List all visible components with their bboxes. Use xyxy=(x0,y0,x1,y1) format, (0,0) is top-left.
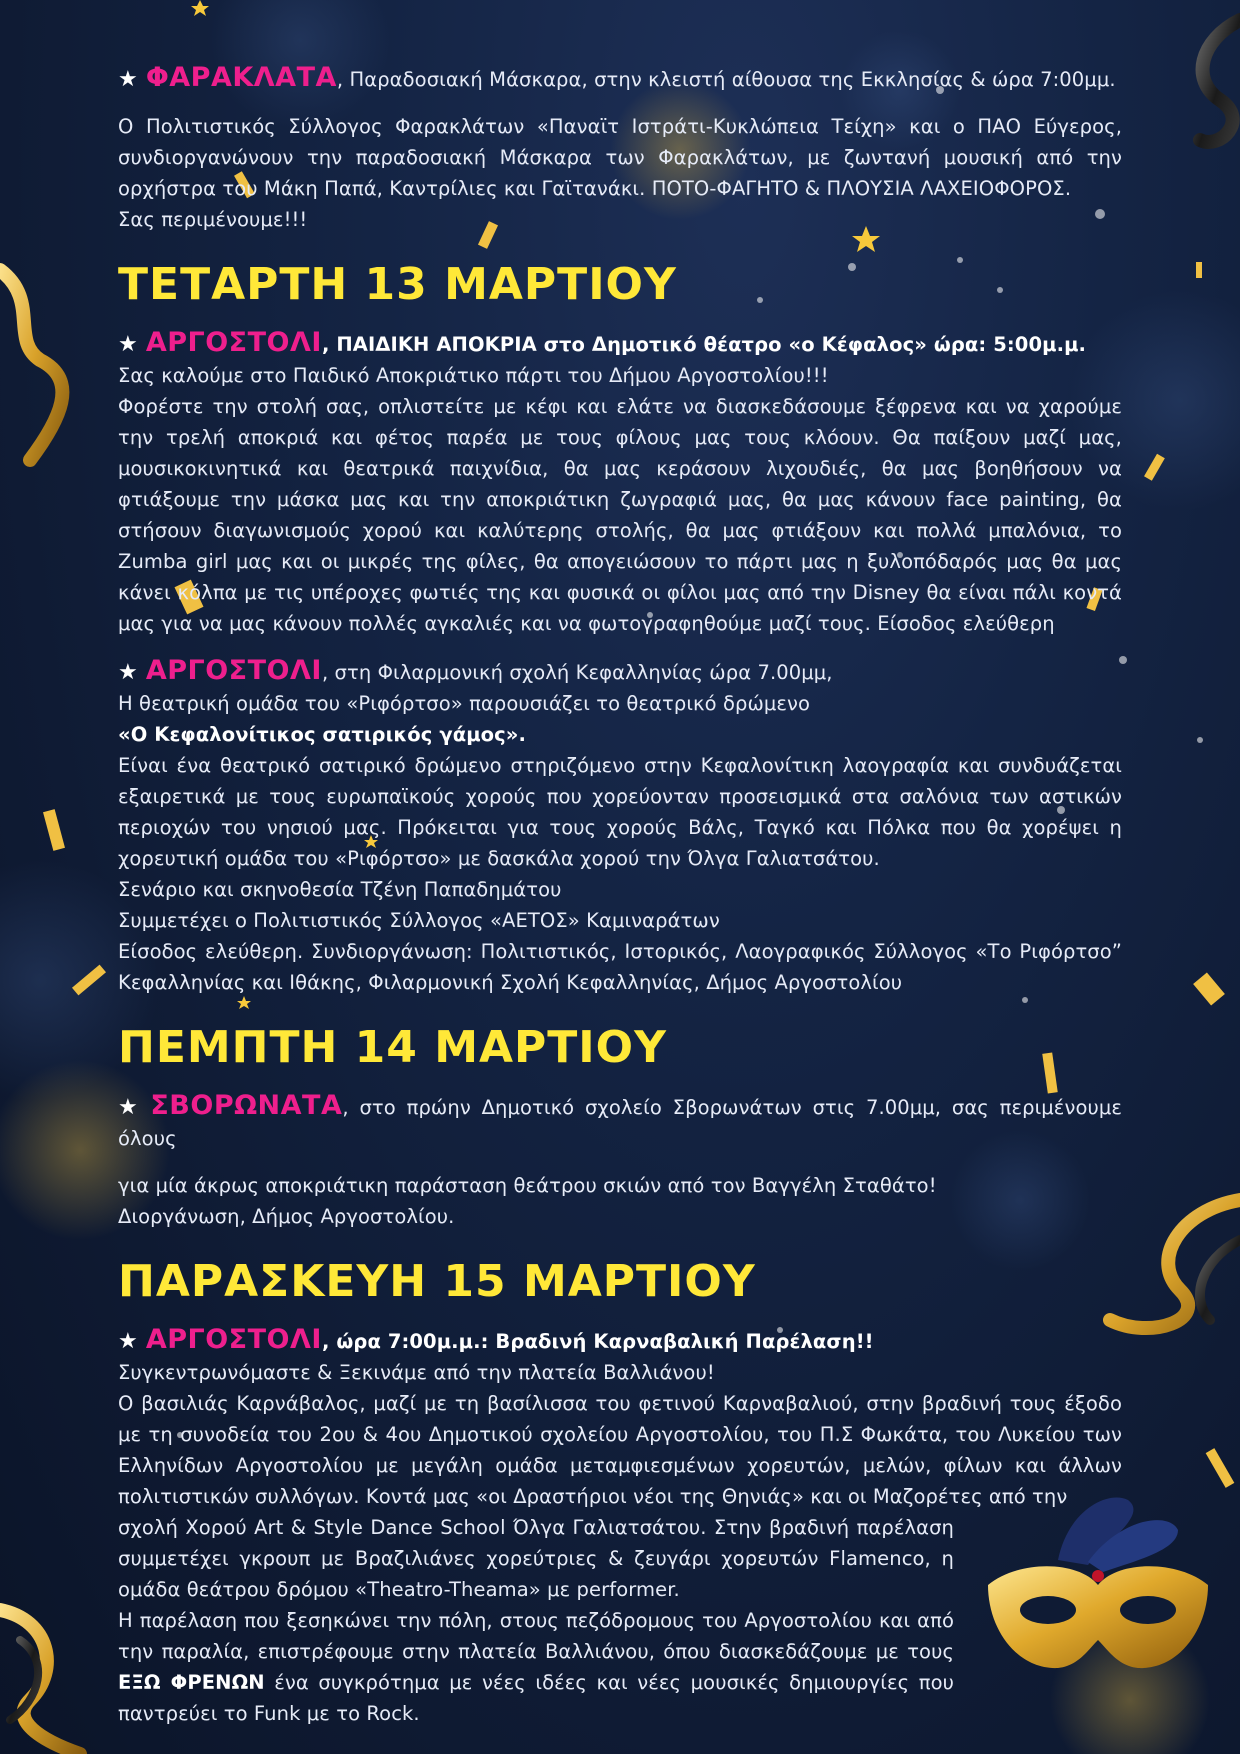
event-headline xyxy=(118,1090,1122,1154)
star-bullet-icon: ★ xyxy=(118,660,138,685)
band-name: ΕΞΩ ΦΡΕΝΩΝ xyxy=(118,1671,265,1694)
event-headline: , Παραδοσιακή Μάσκαρα, στην κλειστή αίθουσα της Εκκλησίας & ώρα 7:00μμ. xyxy=(336,68,1116,91)
event-body: Είναι ένα θεατρικό σατιρικό δρώμενο στηριζόμενο στην Κεφαλονίτικη λαογραφία και συνδυάζεται εξαιρετικά με τους ευρωπαϊκούς χορούς που χορεύονταν προσεισμικά στα σαλόνια των αστικών περιοχών του νησιού μας. Πρόκειται για τους χορούς Βάλς, Ταγκό και Πόλκα που θα χορέψει η χορευτική ομάδα του «Ριφόρτσο» με δασκάλα χορού την Όλγα Γαλιατσάτου. xyxy=(118,754,1122,870)
day-heading: ΤΕΤΑΡΤΗ 13 ΜΑΡΤΙΟΥ xyxy=(118,259,677,310)
town-name: ΦΑΡΑΚΛΑΤΑ xyxy=(145,62,337,93)
event-headline-text: , ΠΑΙΔΙΚΗ ΑΠΟΚΡΙΑ στο Δημοτικό θέατρο «ο Κέφαλος» ώρα: 5:00μ.μ. xyxy=(321,333,1087,356)
event-program xyxy=(118,62,1122,1729)
event-line: Η θεατρική ομάδα του «Ριφόρτσο» παρουσιάζει το θεατρικό δρώμενο xyxy=(118,692,811,715)
event-line: Συμμετέχει ο Πολιτιστικός Σύλλογος «ΑΕΤΟΣ» Καμιναράτων xyxy=(118,909,720,932)
town-name: ΣΒΟΡΩΝΑΤΑ xyxy=(150,1090,343,1121)
event-line: Διοργάνωση, Δήμος Αργοστολίου. xyxy=(118,1205,455,1228)
event-line: Είσοδος ελεύθερη. Συνδιοργάνωση: Πολιτιστικός, Ιστορικός, Λαογραφικός Σύλλογος «Το Ριφόρτσο” Κεφαλληνίας και Ιθάκης, Φιλαρμονική Σχολή Κεφαλληνίας, Δήμος Αργοστολίου xyxy=(118,940,1122,994)
event-headline xyxy=(118,655,1122,688)
event-headline-text: , στη Φιλαρμονική σχολή Κεφαλληνίας ώρα 7.00μμ, xyxy=(321,661,833,684)
event-body: Η παρέλαση που ξεσηκώνει την πόλη, στους πεζόδρομους του Αργοστολίου και από την παραλία, επιστρέφουμε στην πλατεία Βαλλιάνου, όπου διασκεδάζουμε με τους ΕΞΩ ΦΡΕΝΩΝ ένα συγκρότημα με νέες ιδέες και νέες μουσικές δημιουργίες που παντρεύει το Funk με το Rock. xyxy=(118,1609,954,1725)
event-line: Σας καλούμε στο Παιδικό Αποκριάτικο πάρτι του Δήμου Αργοστολίου!!! xyxy=(118,364,829,387)
event-headline xyxy=(118,327,1122,360)
event-body: σχολή Χορού Art & Style Dance School Όλγα Γαλιατσάτου. Στην βραδινή παρέλαση συμμετέχει γκρουπ με Βραζιλιάνες χορεύτριες & ζευγάρι χορευτών Flamenco, η ομάδα θεάτρου δρόμου «Theatro-Theama» με performer. xyxy=(118,1516,954,1601)
star-bullet-icon: ★ xyxy=(118,1329,138,1354)
town-name: ΑΡΓΟΣΤΟΛΙ xyxy=(145,1324,322,1355)
event-line: για μία άκρως αποκριάτικη παράσταση θεάτρου σκιών από τον Βαγγέλη Σταθάτο! xyxy=(118,1174,937,1197)
town-name: ΑΡΓΟΣΤΟΛΙ xyxy=(145,327,322,358)
farakla-headline xyxy=(118,62,1122,95)
town-name: ΑΡΓΟΣΤΟΛΙ xyxy=(145,655,322,686)
event-body: Ο Πολιτιστικός Σύλλογος Φαρακλάτων «Παναϊτ Ιστράτι-Κυκλώπεια Τείχη» και ο ΠΑΟ Εύγερος, συνδιοργανώνουν την παραδοσιακή Μάσκαρα των Φαρακλάτων, με ζωντανή μουσική από την ορχήστρα του Μάκη Παπά, Καντρίλιες και Γαϊτανάκι. ΠΟΤΟ-ΦΑΓΗΤΟ & ΠΛΟΥΣΙΑ ΛΑΧΕΙΟΦΟΡΟΣ. xyxy=(118,115,1122,200)
event-body: Ο βασιλιάς Καρνάβαλος, μαζί με τη βασίλισσα του φετινού Καρναβαλιού, στην βραδινή τους έξοδο με τη συνοδεία του 2ου & 4ου Δημοτικού σχολείου Αργοστολίου, του Π.Σ Φωκάτα, του Λυκείου των Ελληνίδων Αργοστολίου με μεγάλη ομάδα μεταμφιεσμένων χορευτών, μελών, φίλων και άλλων πολιτιστικών συλλόγων. Κοντά μας «οι Δραστήριοι νέοι της Θηνιάς» και οι Μαζορέτες από την xyxy=(118,1392,1122,1508)
star-bullet-icon: ★ xyxy=(118,1095,143,1120)
event-line: Συγκεντρωνόμαστε & Ξεκινάμε από την πλατεία Βαλλιάνου! xyxy=(118,1361,715,1384)
star-bullet-icon: ★ xyxy=(118,332,138,357)
play-title: «Ο Κεφαλονίτικος σατιρικός γάμος». xyxy=(118,723,527,746)
day-heading: ΠΕΜΠΤΗ 14 ΜΑΡΤΙΟΥ xyxy=(118,1022,667,1073)
star-bullet-icon: ★ xyxy=(118,67,138,92)
event-headline xyxy=(118,1324,1122,1357)
event-line: Σενάριο και σκηνοθεσία Τζένη Παπαδημάτου xyxy=(118,878,562,901)
event-closing: Σας περιμένουμε!!! xyxy=(118,208,308,231)
event-headline-text: , ώρα 7:00μ.μ.: Βραδινή Καρναβαλική Παρέλαση!! xyxy=(321,1330,874,1353)
event-body: Φορέστε την στολή σας, οπλιστείτε με κέφι και ελάτε να διασκεδάσουμε ξέφρενα και να χαρούμε την τρελή αποκριά και φέτος παρέα με τους φίλους μας τους κλόουν. Θα παίξουν μαζί μας, μουσικοκινητικά και θεατρικά παιχνίδια, θα μας κεράσουν λιχουδιές, θα μας βοηθήσουν να φτιάξουμε την μάσκα μας και την αποκριάτικη ζωγραφιά μας, θα μας κάνουν face painting, θα στήσουν διαγωνισμούς χορού και καλύτερης στολής, θα μας φτιάξουν και πολλά μπαλόνια, το Zumba girl μας και οι μικρές της φίλες, θα απογειώσουν το πάρτι μας η ξυλοπόδαρός μας θα μας κάνει κόλπα με τις υπέροχες φωτιές της και φυσικά οι φίλοι μας από την Disney θα είναι πάλι κοντά μας για να μας κάνουν πολλές αγκαλιές και να φωτογραφηθούμε μαζί τους. Είσοδος ελεύθερη xyxy=(118,395,1122,635)
day-heading: ΠΑΡΑΣΚΕΥΗ 15 ΜΑΡΤΙΟΥ xyxy=(118,1256,756,1307)
event-headline-text: , στο πρώην Δημοτικό σχολείο Σβορωνάτων στις 7.00μμ, σας περιμένουμε όλους xyxy=(118,1096,1122,1150)
